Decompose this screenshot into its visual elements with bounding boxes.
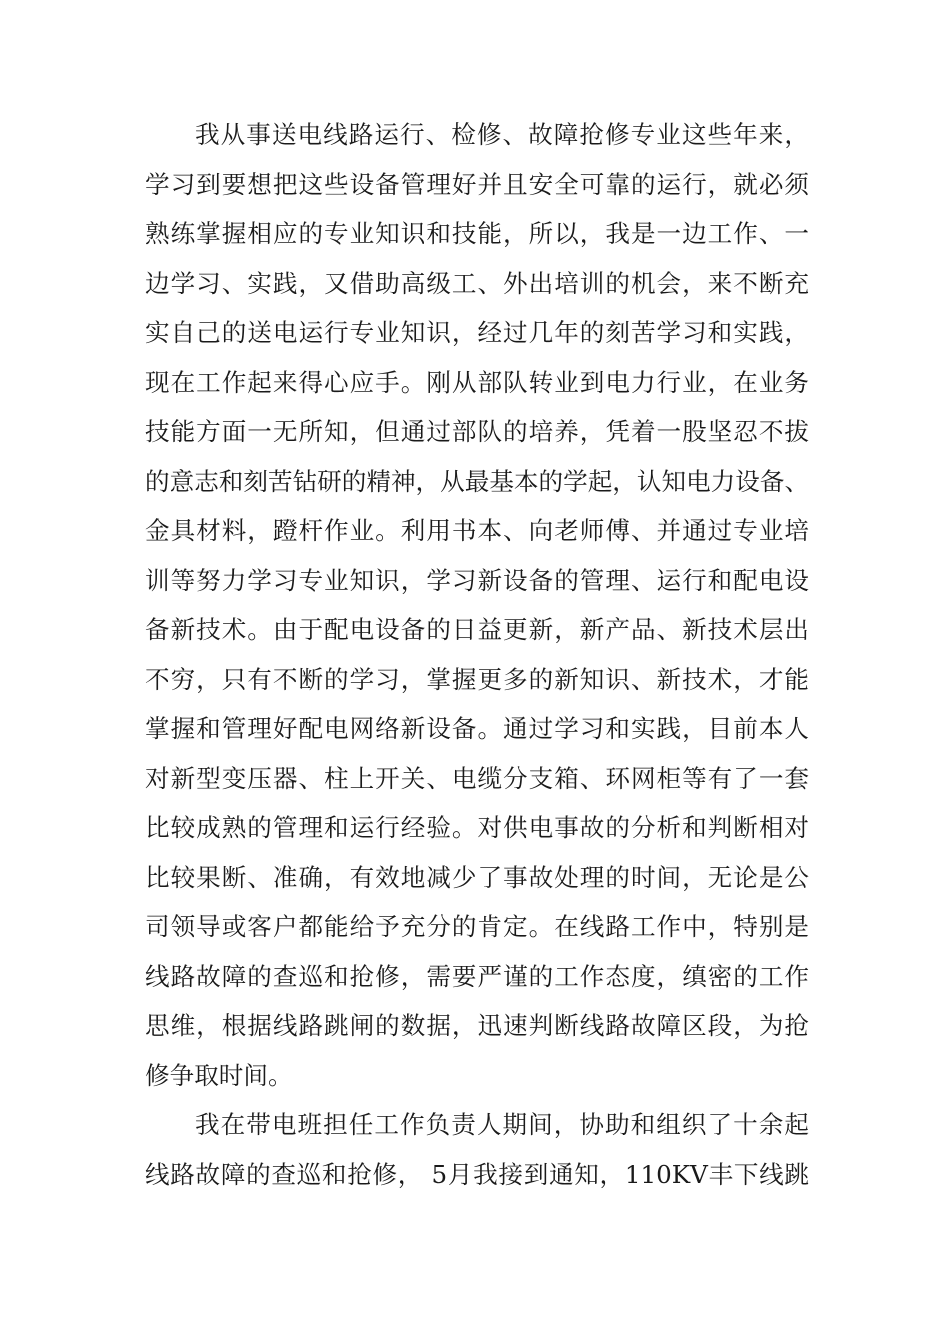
body-text (145, 110, 809, 1199)
text-line: 的意志和刻苦钻研的精神，从最基本的学起，认知电力设备、 (145, 466, 810, 496)
text-line: 现在工作起来得心应手。刚从部队转业到电力行业，在业务 (145, 367, 809, 397)
text-line: 技能方面一无所知，但通过部队的培养，凭着一股坚忍不拔 (145, 417, 809, 446)
text-line: 金具材料，蹬杆作业。利用书本、向老师傅、并通过专业培 (145, 516, 809, 545)
paragraph-2 (145, 1100, 809, 1199)
text-line: 熟练掌握相应的专业知识和技能，所以，我是一边工作、一 (145, 219, 809, 248)
text-line: 学习到要想把这些设备管理好并且安全可靠的运行，就必须 (145, 169, 809, 199)
text-line: 比较果断、准确，有效地减少了事故处理的时间，无论是公 (145, 862, 809, 892)
text-line: 比较成熟的管理和运行经验。对供电事故的分析和判断相对 (145, 813, 809, 842)
text-line: 掌握和管理好配电网络新设备。通过学习和实践，目前本人 (145, 714, 809, 743)
text-line: 我从事送电线路运行、检修、故障抢修专业这些年来， (195, 120, 809, 149)
text-line: 边学习、实践，又借助高级工、外出培训的机会，来不断充 (145, 268, 809, 298)
text-line: 修争取时间。 (145, 1060, 293, 1090)
text-line: 我在带电班担任工作负责人期间，协助和组织了十余起 (195, 1110, 809, 1139)
text-line: 备新技术。由于配电设备的日益更新，新产品、新技术层出 (145, 615, 809, 644)
text-line: 线路故障的查巡和抢修，需要严谨的工作态度，缜密的工作 (145, 961, 809, 991)
text-line: 不穷，只有不断的学习，掌握更多的新知识、新技术，才能 (145, 664, 809, 694)
text-line: 司领导或客户都能给予充分的肯定。在线路工作中，特别是 (145, 912, 809, 941)
text-line: 线路故障的查巡和抢修， 5月我接到通知，110KV丰下线跳 (145, 1159, 809, 1189)
text-line: 思维，根据线路跳闸的数据，迅速判断线路故障区段，为抢 (145, 1011, 809, 1040)
text-line: 对新型变压器、柱上开关、电缆分支箱、环网柜等有了一套 (145, 763, 809, 793)
paragraph-1 (145, 110, 809, 1100)
text-line: 训等努力学习专业知识，学习新设备的管理、运行和配电设 (145, 565, 809, 595)
text-line: 实自己的送电运行专业知识，经过几年的刻苦学习和实践， (145, 318, 809, 347)
